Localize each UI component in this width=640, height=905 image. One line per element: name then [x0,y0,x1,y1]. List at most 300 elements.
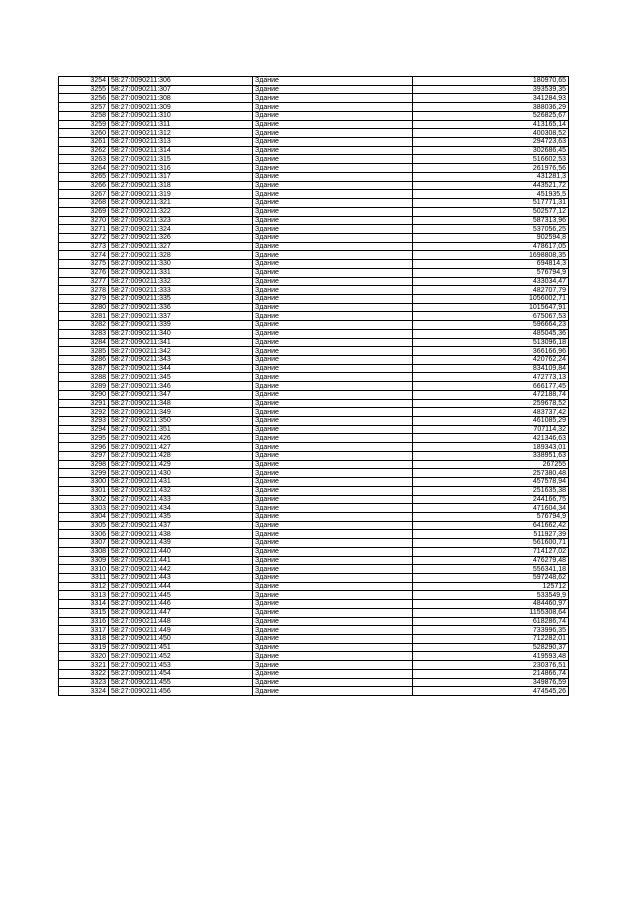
object-type-cell: Здание [253,321,413,330]
object-type-cell: Здание [253,547,413,556]
cadastral-value-cell: 597248,62 [413,573,569,582]
cadastral-number-cell: 58:27:0090211:435 [109,512,253,521]
cadastral-number-cell: 58:27:0090211:331 [109,268,253,277]
object-type-cell: Здание [253,373,413,382]
table-row [59,364,569,373]
row-number-cell: 3323 [59,678,109,687]
cadastral-value-cell: 257380,48 [413,469,569,478]
cadastral-number-cell: 58:27:0090211:450 [109,635,253,644]
cadastral-value-cell: 259678,52 [413,399,569,408]
cadastral-value-cell: 294723,63 [413,138,569,147]
row-number-cell: 3287 [59,364,109,373]
table-row [59,669,569,678]
cadastral-number-cell: 58:27:0090211:344 [109,364,253,373]
row-number-cell: 3281 [59,312,109,321]
cadastral-value-cell: 485045,36 [413,329,569,338]
row-number-cell: 3258 [59,111,109,120]
cadastral-value-cell: 457578,94 [413,478,569,487]
table-row [59,617,569,626]
row-number-cell: 3288 [59,373,109,382]
row-number-cell: 3309 [59,556,109,565]
table-row [59,652,569,661]
row-number-cell: 3268 [59,199,109,208]
cadastral-number-cell: 58:27:0090211:456 [109,687,253,696]
cadastral-value-cell: 714127,02 [413,547,569,556]
row-number-cell: 3301 [59,486,109,495]
table-row [59,129,569,138]
cadastral-value-cell: 400308,52 [413,129,569,138]
cadastral-number-cell: 58:27:0090211:427 [109,443,253,452]
object-type-cell: Здание [253,626,413,635]
cadastral-value-cell: 516602,53 [413,155,569,164]
table-row [59,294,569,303]
table-row [59,260,569,269]
row-number-cell: 3290 [59,390,109,399]
table-row [59,608,569,617]
row-number-cell: 3271 [59,225,109,234]
cadastral-number-cell: 58:27:0090211:348 [109,399,253,408]
cadastral-number-cell: 58:27:0090211:316 [109,164,253,173]
row-number-cell: 3257 [59,103,109,112]
row-number-cell: 3255 [59,85,109,94]
cadastral-number-cell: 58:27:0090211:323 [109,216,253,225]
object-type-cell: Здание [253,364,413,373]
object-type-cell: Здание [253,103,413,112]
object-type-cell: Здание [253,329,413,338]
cadastral-number-cell: 58:27:0090211:452 [109,652,253,661]
row-number-cell: 3316 [59,617,109,626]
object-type-cell: Здание [253,155,413,164]
cadastral-number-cell: 58:27:0090211:453 [109,661,253,670]
object-type-cell: Здание [253,652,413,661]
cadastral-value-cell: 641662,42 [413,521,569,530]
table-body [59,77,569,696]
cadastral-value-cell: 472188,74 [413,390,569,399]
cadastral-number-cell: 58:27:0090211:343 [109,356,253,365]
table-row [59,164,569,173]
table-row [59,382,569,391]
object-type-cell: Здание [253,216,413,225]
row-number-cell: 3280 [59,303,109,312]
table-row [59,172,569,181]
object-type-cell: Здание [253,164,413,173]
object-type-cell: Здание [253,190,413,199]
row-number-cell: 3307 [59,539,109,548]
cadastral-value-cell: 433034,47 [413,277,569,286]
cadastral-number-cell: 58:27:0090211:426 [109,434,253,443]
cadastral-value-cell: 834109,84 [413,364,569,373]
table-row [59,451,569,460]
object-type-cell: Здание [253,417,413,426]
cadastral-number-cell: 58:27:0090211:432 [109,486,253,495]
row-number-cell: 3260 [59,129,109,138]
cadastral-value-cell: 393539,35 [413,85,569,94]
table-row [59,390,569,399]
table-row [59,111,569,120]
row-number-cell: 3285 [59,347,109,356]
object-type-cell: Здание [253,146,413,155]
object-type-cell: Здание [253,294,413,303]
cadastral-number-cell: 58:27:0090211:445 [109,591,253,600]
cadastral-number-cell: 58:27:0090211:441 [109,556,253,565]
cadastral-number-cell: 58:27:0090211:333 [109,286,253,295]
cadastral-value-cell: 230376,51 [413,661,569,670]
table-row [59,521,569,530]
cadastral-value-cell: 576794,9 [413,512,569,521]
cadastral-number-cell: 58:27:0090211:428 [109,451,253,460]
row-number-cell: 3266 [59,181,109,190]
object-type-cell: Здание [253,486,413,495]
row-number-cell: 3259 [59,120,109,129]
row-number-cell: 3315 [59,608,109,617]
cadastral-number-cell: 58:27:0090211:336 [109,303,253,312]
cadastral-number-cell: 58:27:0090211:327 [109,242,253,251]
cadastral-number-cell: 58:27:0090211:312 [109,129,253,138]
cadastral-value-cell: 366166,96 [413,347,569,356]
row-number-cell: 3272 [59,233,109,242]
object-type-cell: Здание [253,251,413,260]
cadastral-value-cell: 125712 [413,582,569,591]
cadastral-number-cell: 58:27:0090211:330 [109,260,253,269]
table-row [59,146,569,155]
table-row [59,417,569,426]
object-type-cell: Здание [253,495,413,504]
table-row [59,233,569,242]
cadastral-value-cell: 675067,53 [413,312,569,321]
object-type-cell: Здание [253,94,413,103]
row-number-cell: 3269 [59,207,109,216]
table-row [59,94,569,103]
table-row [59,120,569,129]
cadastral-number-cell: 58:27:0090211:350 [109,417,253,426]
object-type-cell: Здание [253,85,413,94]
cadastral-value-cell: 511927,39 [413,530,569,539]
cadastral-number-cell: 58:27:0090211:335 [109,294,253,303]
table-row [59,181,569,190]
row-number-cell: 3283 [59,329,109,338]
object-type-cell: Здание [253,390,413,399]
row-number-cell: 3308 [59,547,109,556]
table-row [59,312,569,321]
row-number-cell: 3311 [59,573,109,582]
table-row [59,207,569,216]
row-number-cell: 3286 [59,356,109,365]
cadastral-value-cell: 482707,79 [413,286,569,295]
object-type-cell: Здание [253,399,413,408]
cadastral-number-cell: 58:27:0090211:337 [109,312,253,321]
row-number-cell: 3314 [59,600,109,609]
cadastral-value-cell: 476279,48 [413,556,569,565]
table-row [59,425,569,434]
cadastral-number-cell: 58:27:0090211:340 [109,329,253,338]
cadastral-value-cell: 474545,26 [413,687,569,696]
row-number-cell: 3289 [59,382,109,391]
cadastral-number-cell: 58:27:0090211:442 [109,565,253,574]
cadastral-number-cell: 58:27:0090211:443 [109,573,253,582]
object-type-cell: Здание [253,382,413,391]
table-row [59,138,569,147]
cadastral-value-cell: 338951,63 [413,451,569,460]
row-number-cell: 3297 [59,451,109,460]
row-number-cell: 3296 [59,443,109,452]
cadastral-value-cell: 471604,34 [413,504,569,513]
table-row [59,190,569,199]
cadastral-number-cell: 58:27:0090211:448 [109,617,253,626]
object-type-cell: Здание [253,120,413,129]
cadastral-value-cell: 472773,13 [413,373,569,382]
row-number-cell: 3292 [59,408,109,417]
object-type-cell: Здание [253,408,413,417]
row-number-cell: 3304 [59,512,109,521]
object-type-cell: Здание [253,303,413,312]
row-number-cell: 3293 [59,417,109,426]
cadastral-value-cell: 526825,67 [413,111,569,120]
table-row [59,434,569,443]
table-row [59,547,569,556]
cadastral-value-cell: 483737,42 [413,408,569,417]
table-row [59,268,569,277]
object-type-cell: Здание [253,111,413,120]
row-number-cell: 3284 [59,338,109,347]
cadastral-value-cell: 302686,45 [413,146,569,155]
cadastral-value-cell: 712282,01 [413,635,569,644]
object-type-cell: Здание [253,617,413,626]
row-number-cell: 3278 [59,286,109,295]
row-number-cell: 3295 [59,434,109,443]
object-type-cell: Здание [253,582,413,591]
cadastral-value-cell: 707114,32 [413,425,569,434]
row-number-cell: 3262 [59,146,109,155]
cadastral-number-cell: 58:27:0090211:449 [109,626,253,635]
cadastral-number-cell: 58:27:0090211:440 [109,547,253,556]
object-type-cell: Здание [253,591,413,600]
object-type-cell: Здание [253,530,413,539]
cadastral-number-cell: 58:27:0090211:308 [109,94,253,103]
table-row [59,600,569,609]
object-type-cell: Здание [253,669,413,678]
object-type-cell: Здание [253,556,413,565]
object-type-cell: Здание [253,268,413,277]
object-type-cell: Здание [253,434,413,443]
cadastral-number-cell: 58:27:0090211:342 [109,347,253,356]
table-row [59,321,569,330]
object-type-cell: Здание [253,573,413,582]
cadastral-value-cell: 576794,9 [413,268,569,277]
cadastral-value-cell: 413165,14 [413,120,569,129]
object-type-cell: Здание [253,469,413,478]
table-row [59,635,569,644]
object-type-cell: Здание [253,277,413,286]
table-row [59,338,569,347]
table-row [59,469,569,478]
row-number-cell: 3317 [59,626,109,635]
cadastral-number-cell: 58:27:0090211:346 [109,382,253,391]
cadastral-value-cell: 1056002,71 [413,294,569,303]
row-number-cell: 3291 [59,399,109,408]
cadastral-value-cell: 517771,31 [413,199,569,208]
cadastral-number-cell: 58:27:0090211:309 [109,103,253,112]
cadastral-value-cell: 533549,9 [413,591,569,600]
cadastral-value-cell: 556341,18 [413,565,569,574]
row-number-cell: 3298 [59,460,109,469]
object-type-cell: Здание [253,242,413,251]
object-type-cell: Здание [253,181,413,190]
cadastral-number-cell: 58:27:0090211:345 [109,373,253,382]
object-type-cell: Здание [253,512,413,521]
row-number-cell: 3294 [59,425,109,434]
row-number-cell: 3265 [59,172,109,181]
cadastral-number-cell: 58:27:0090211:431 [109,478,253,487]
object-type-cell: Здание [253,643,413,652]
object-type-cell: Здание [253,443,413,452]
cadastral-number-cell: 58:27:0090211:311 [109,120,253,129]
cadastral-number-cell: 58:27:0090211:315 [109,155,253,164]
table-row [59,486,569,495]
table-row [59,478,569,487]
table-row [59,329,569,338]
table-row [59,286,569,295]
cadastral-number-cell: 58:27:0090211:351 [109,425,253,434]
cadastral-number-cell: 58:27:0090211:324 [109,225,253,234]
cadastral-number-cell: 58:27:0090211:451 [109,643,253,652]
cadastral-value-cell: 214866,74 [413,669,569,678]
object-type-cell: Здание [253,225,413,234]
row-number-cell: 3273 [59,242,109,251]
cadastral-number-cell: 58:27:0090211:437 [109,521,253,530]
cadastral-number-cell: 58:27:0090211:341 [109,338,253,347]
cadastral-value-cell: 431281,3 [413,172,569,181]
cadastral-value-cell: 267255 [413,460,569,469]
row-number-cell: 3264 [59,164,109,173]
cadastral-number-cell: 58:27:0090211:433 [109,495,253,504]
cadastral-number-cell: 58:27:0090211:349 [109,408,253,417]
cadastral-number-cell: 58:27:0090211:318 [109,181,253,190]
table-row [59,216,569,225]
row-number-cell: 3300 [59,478,109,487]
row-number-cell: 3321 [59,661,109,670]
cadastral-value-cell: 261976,56 [413,164,569,173]
table-row [59,199,569,208]
object-type-cell: Здание [253,565,413,574]
row-number-cell: 3306 [59,530,109,539]
cadastral-value-table [58,76,569,696]
object-type-cell: Здание [253,233,413,242]
row-number-cell: 3270 [59,216,109,225]
cadastral-value-cell: 180970,65 [413,77,569,86]
cadastral-number-cell: 58:27:0090211:454 [109,669,253,678]
cadastral-value-cell: 1015647,91 [413,303,569,312]
table-row [59,565,569,574]
table-row [59,556,569,565]
table-row [59,77,569,86]
cadastral-value-cell: 502577,12 [413,207,569,216]
row-number-cell: 3275 [59,260,109,269]
cadastral-number-cell: 58:27:0090211:322 [109,207,253,216]
table-row [59,356,569,365]
cadastral-number-cell: 58:27:0090211:306 [109,77,253,86]
row-number-cell: 3263 [59,155,109,164]
row-number-cell: 3279 [59,294,109,303]
table-row [59,512,569,521]
table-row [59,347,569,356]
cadastral-number-cell: 58:27:0090211:430 [109,469,253,478]
row-number-cell: 3274 [59,251,109,260]
cadastral-value-cell: 733996,35 [413,626,569,635]
cadastral-value-cell: 694814,3 [413,260,569,269]
table-row [59,103,569,112]
cadastral-value-cell: 189343,01 [413,443,569,452]
cadastral-number-cell: 58:27:0090211:319 [109,190,253,199]
cadastral-value-cell: 443521,72 [413,181,569,190]
object-type-cell: Здание [253,172,413,181]
cadastral-value-cell: 251635,38 [413,486,569,495]
row-number-cell: 3303 [59,504,109,513]
table-row [59,661,569,670]
cadastral-value-cell: 537056,25 [413,225,569,234]
object-type-cell: Здание [253,661,413,670]
object-type-cell: Здание [253,678,413,687]
row-number-cell: 3276 [59,268,109,277]
object-type-cell: Здание [253,478,413,487]
row-number-cell: 3277 [59,277,109,286]
row-number-cell: 3299 [59,469,109,478]
cadastral-value-cell: 1698808,35 [413,251,569,260]
object-type-cell: Здание [253,260,413,269]
table-row [59,678,569,687]
table-row [59,443,569,452]
row-number-cell: 3318 [59,635,109,644]
cadastral-value-cell: 596664,23 [413,321,569,330]
object-type-cell: Здание [253,608,413,617]
object-type-cell: Здание [253,129,413,138]
cadastral-value-cell: 561600,71 [413,539,569,548]
cadastral-value-cell: 419593,48 [413,652,569,661]
table-row [59,530,569,539]
table-row [59,242,569,251]
table-row [59,643,569,652]
row-number-cell: 3322 [59,669,109,678]
cadastral-value-cell: 587313,96 [413,216,569,225]
cadastral-value-cell: 349876,59 [413,678,569,687]
cadastral-value-cell: 528290,37 [413,643,569,652]
cadastral-number-cell: 58:27:0090211:321 [109,199,253,208]
table-row [59,85,569,94]
object-type-cell: Здание [253,521,413,530]
cadastral-number-cell: 58:27:0090211:313 [109,138,253,147]
row-number-cell: 3254 [59,77,109,86]
object-type-cell: Здание [253,338,413,347]
cadastral-value-cell: 244166,75 [413,495,569,504]
object-type-cell: Здание [253,312,413,321]
cadastral-number-cell: 58:27:0090211:439 [109,539,253,548]
row-number-cell: 3310 [59,565,109,574]
object-type-cell: Здание [253,425,413,434]
cadastral-value-cell: 484460,97 [413,600,569,609]
row-number-cell: 3302 [59,495,109,504]
table-row [59,277,569,286]
object-type-cell: Здание [253,451,413,460]
object-type-cell: Здание [253,687,413,696]
table-row [59,373,569,382]
cadastral-number-cell: 58:27:0090211:332 [109,277,253,286]
cadastral-number-cell: 58:27:0090211:447 [109,608,253,617]
table-row [59,460,569,469]
row-number-cell: 3267 [59,190,109,199]
cadastral-value-cell: 618286,74 [413,617,569,626]
object-type-cell: Здание [253,635,413,644]
table-row [59,155,569,164]
cadastral-value-cell: 666177,45 [413,382,569,391]
